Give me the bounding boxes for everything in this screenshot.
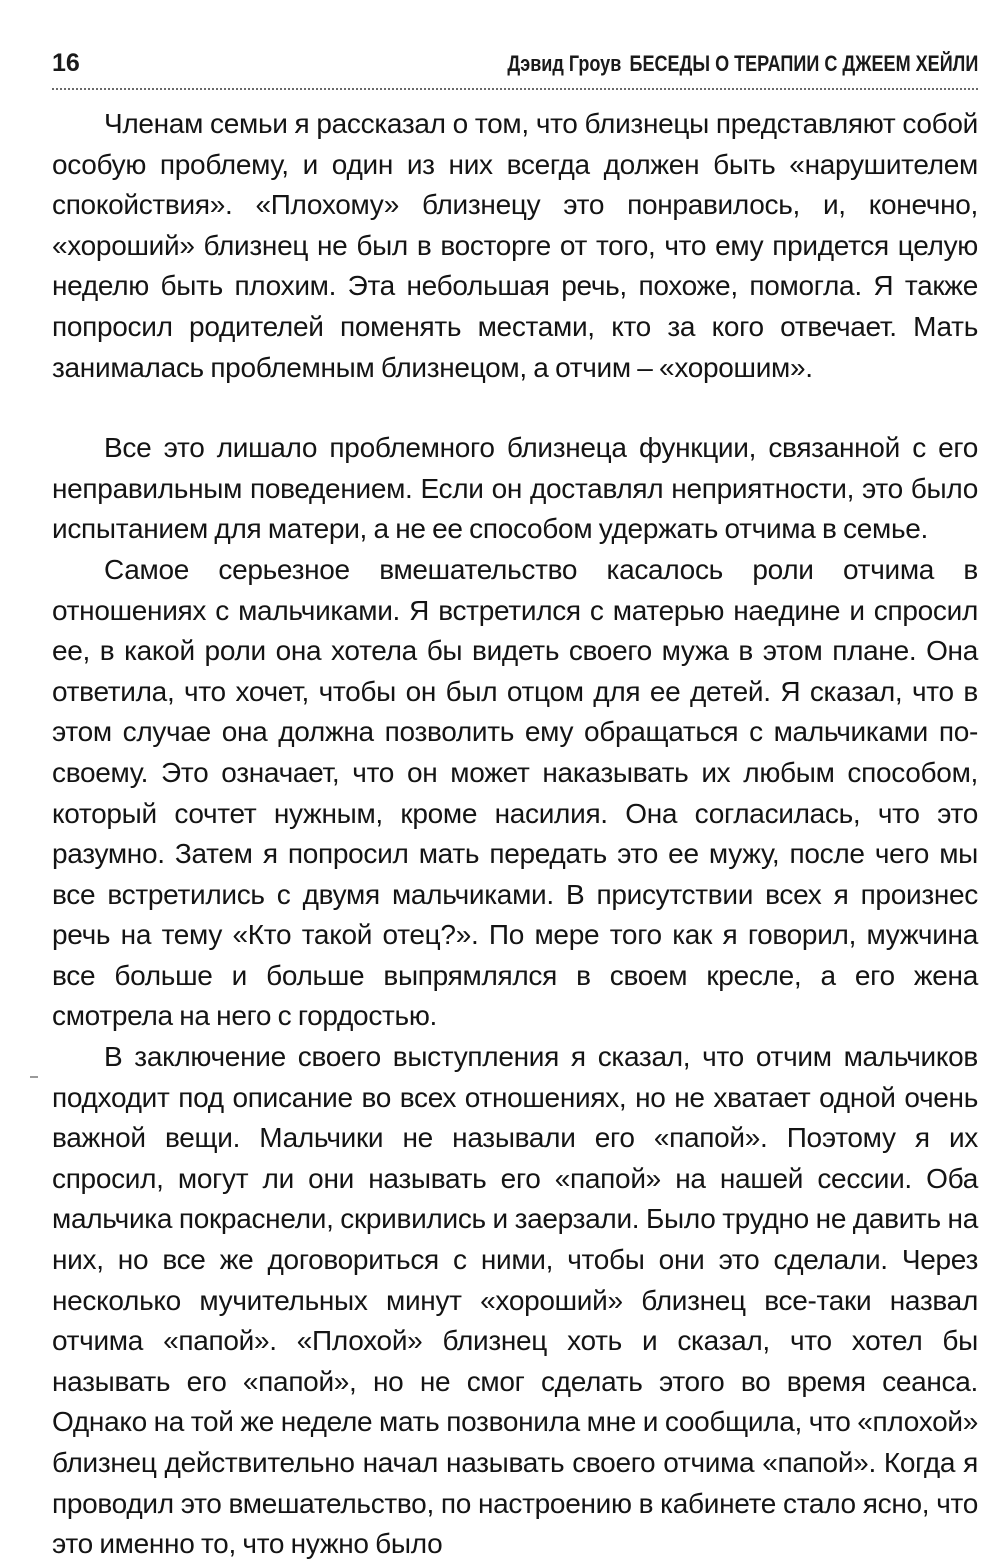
paragraph: Самое серьезное вмешательство касалось роли отчима в отношениях с мальчиками. Я встретился с матерью наедине и спросил ее, в какой роли она хотела бы видеть своего мужа в этом плане. Она ответила, что хочет, чтобы он был отцом для ее детей. Я сказал, что в этом случае она должна позволить ему обращаться с мальчиками по-своему. Это означает, что он может наказывать их любым способом, который сочтет нужным, кроме насилия. Она согласилась, что это разумно. Затем я попросил мать передать это ее мужу, после чего мы все встретились с двумя мальчиками. В присутствии всех я произнес речь на тему «Кто такой отец?». По мере того как я говорил, мужчина все больше и больше выпрямлялся в своем кресле, а его жена смотрела на него с гордостью. <box>52 553 978 1032</box>
body-text <box>52 104 978 1565</box>
running-head <box>507 48 978 80</box>
author-name: Дэвид Гроув <box>507 51 622 76</box>
page-number: 16 <box>52 49 80 77</box>
paragraph: Все это лишало проблемного близнеца функции, связанной с его неправильным поведением. Если он доставлял неприятности, это было испытанием для матери, а не ее способом удержать отчима в семье. <box>52 432 978 545</box>
paragraph: Членам семьи я рассказал о том, что близнецы представляют собой особую проблему, и один из них всегда должен быть «нарушителем спокойствия». «Плохому» близнецу это понравилось, и, конечно, «хороший» близнец не был в восторге от того, что ему придется целую неделю быть плохим. Эта небольшая речь, похоже, помогла. Я также попросил родителей поменять местами, кто за кого отвечает. Мать занималась проблемным близнецом, а отчим – «хорошим». <box>52 108 978 383</box>
running-header <box>52 44 978 90</box>
book-title: БЕСЕДЫ О ТЕРАПИИ С ДЖЕЕМ ХЕЙЛИ <box>629 51 978 76</box>
paragraph: В заключение своего выступления я сказал, что отчим мальчиков подходит под описание во всех отношениях, но не хватает одной очень важной вещи. Мальчики не называли его «папой». Поэтому я их спросил, могут ли они называть его «папой» на нашей сессии. Оба мальчика покраснели, скривились и заерзали. Было трудно не давить на них, но все же договориться с ними, чтобы они это сделали. Через несколько мучительных минут «хороший» близнец все-таки назвал отчима «папой». «Плохой» близнец хоть и сказал, что хотел бы называть его «папой», но не смог сделать этого во время сеанса. Однако на той же неделе мать позвонила мне и сообщила, что «плохой» близнец действительно начал называть своего отчима «папой». Когда я проводил это вмешательство, по настроению в кабинете стало ясно, что это именно то, что нужно было <box>52 1041 978 1560</box>
margin-mark <box>30 1076 38 1078</box>
